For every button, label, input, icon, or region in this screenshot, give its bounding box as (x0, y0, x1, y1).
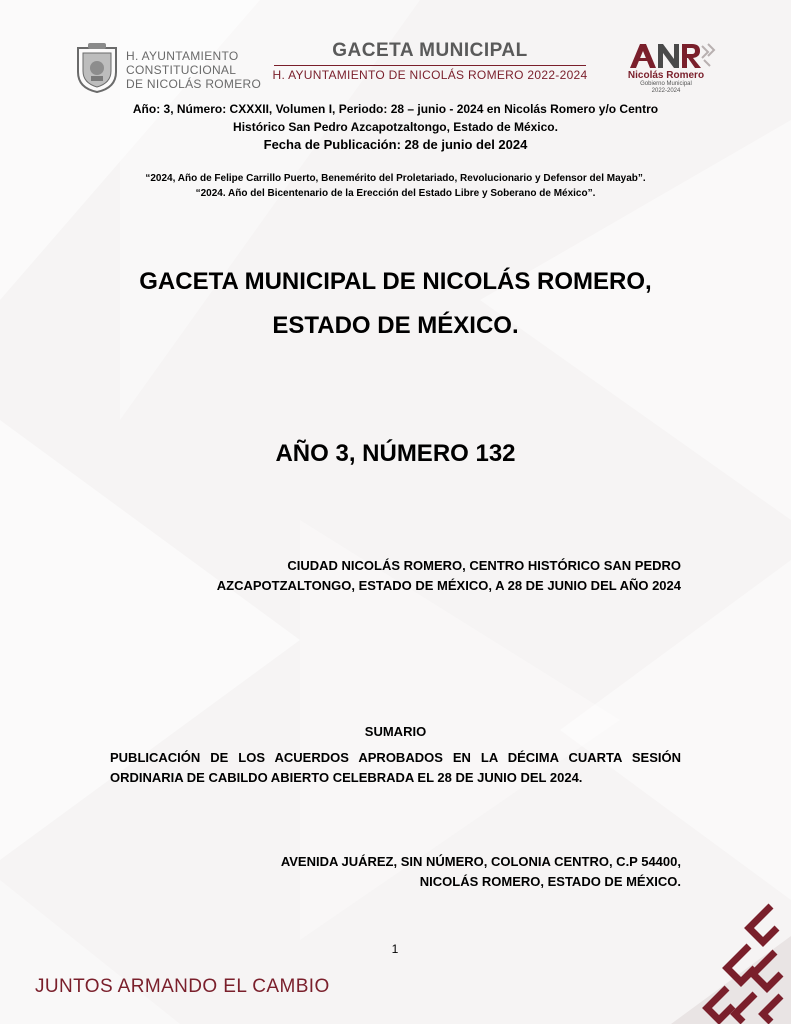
official-mottos (60, 171, 731, 201)
sumario-heading: SUMARIO (364, 724, 427, 739)
anr-logo-text (626, 70, 706, 95)
document-title-line-2: ESTADO DE MÉXICO. (272, 312, 519, 339)
publication-info (80, 100, 711, 154)
gaceta-header-title: GACETA MUNICIPAL (332, 40, 528, 61)
ayuntamiento-line-1: H. AYUNTAMIENTO (126, 49, 239, 63)
document-title (60, 260, 731, 348)
address-line-1: AVENIDA JUÁREZ, SIN NÚMERO, COLONIA CENTRO, C.P 54400, (280, 854, 681, 869)
gaceta-header-divider (274, 65, 586, 66)
anr-logo-gobierno: Gobierno Municipal (640, 81, 692, 87)
publication-date: Fecha de Publicación: 28 de junio del 2024 (263, 137, 528, 152)
ayuntamiento-name (126, 49, 261, 91)
address-line-2: NICOLÁS ROMERO, ESTADO DE MÉXICO. (419, 874, 681, 889)
anr-logo-years: 2022-2024 (651, 88, 681, 94)
corner-fretwork-icon (671, 896, 791, 1024)
gaceta-header-subtitle: H. AYUNTAMIENTO DE NICOLÁS ROMERO 2022-2024 (272, 68, 588, 82)
anr-logo-name: Nicolás Romero (627, 70, 705, 81)
motto-2: “2024. Año del Bicentenario de la Erección del Estado Libre y Soberano de México”. (195, 188, 596, 199)
issue-number: AÑO 3, NÚMERO 132 (275, 440, 516, 467)
page-number: 1 (391, 942, 399, 956)
sumario-text: PUBLICACIÓN DE LOS ACUERDOS APROBADOS EN LA DÉCIMA CUARTA SESIÓN ORDINARIA DE CABILDO ABIERTO CELEBRADA EL 28 DE JUNIO DEL 2024. (110, 750, 681, 785)
gaceta-header (260, 40, 600, 82)
publication-info-line-2: Histórico San Pedro Azcapotzaltongo, Estado de México. (233, 120, 558, 134)
city-date-line-2: AZCAPOTZALTONGO, ESTADO DE MÉXICO, A 28 DE JUNIO DEL AÑO 2024 (216, 578, 681, 593)
ayuntamiento-line-3: DE NICOLÁS ROMERO (126, 77, 262, 91)
city-date-line (130, 556, 681, 596)
city-date-line-1: CIUDAD NICOLÁS ROMERO, CENTRO HISTÓRICO SAN PEDRO (287, 558, 681, 573)
publication-info-line-1: Año: 3, Número: CXXXII, Volumen I, Periodo: 28 – junio - 2024 en Nicolás Romero y/o Centro (132, 102, 659, 116)
address (130, 852, 681, 892)
motto-1: “2024, Año de Felipe Carrillo Puerto, Benemérito del Proletariado, Revolucionario y Defensor del Mayab”. (145, 173, 646, 184)
document-title-line-1: GACETA MUNICIPAL DE NICOLÁS ROMERO, (139, 268, 652, 295)
footer-slogan: JUNTOS ARMANDO EL CAMBIO (35, 976, 330, 997)
ayuntamiento-line-2: CONSTITUCIONAL (126, 63, 237, 77)
municipal-seal-icon (74, 42, 120, 94)
